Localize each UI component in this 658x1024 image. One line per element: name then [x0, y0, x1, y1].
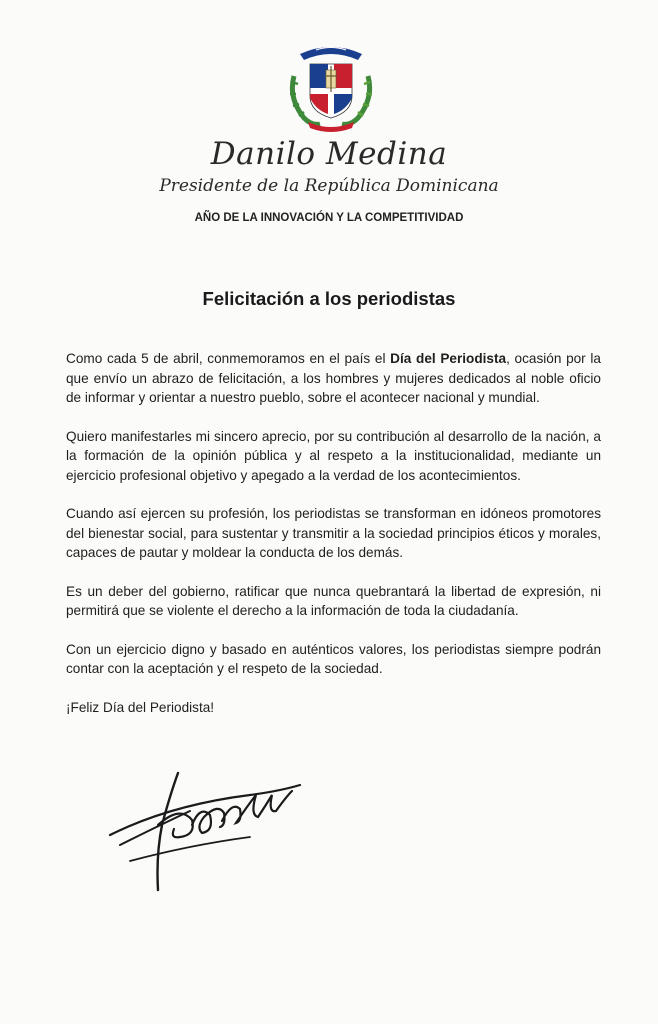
paragraph-1-text-end: , ocasión por la que envío un abrazo de felicitación, a los hombres y mujeres dedicados al noble oficio de informar y orientar a nuestro pueblo, sobre el acontecer nacional y mundial. — [66, 351, 601, 405]
letter-body — [66, 349, 601, 736]
sender-title: Presidente de la República Dominicana — [159, 176, 499, 196]
paragraph-1-text: Como cada 5 de abril, conmemoramos en el país el — [66, 351, 391, 366]
paragraph-5: Con un ejercicio digno y basado en auténticos valores, los periodistas siempre podrán contar con la aceptación y el respeto de la sociedad. — [66, 641, 601, 676]
paragraph-3: Cuando así ejercen su profesión, los periodistas se transforman en idóneos promotores del bienestar social, para sustentar y transmitir a la sociedad principios éticos y morales, capaces de pautar y moldear la conducta de los demás. — [66, 506, 601, 560]
sender-name: Danilo Medina — [210, 136, 448, 172]
closing-line: ¡Feliz Día del Periodista! — [66, 699, 215, 715]
paragraph-1-bold: Día del Periodista — [390, 351, 507, 366]
paragraph-2: Quiero manifestarles mi sincero aprecio, por su contribución al desarrollo de la nación, a la formación de la opinión pública y al respeto a la institucionalidad, mediante un ejercicio profesional objetivo y apegado a la verdad de los acontecimientos. — [66, 428, 601, 483]
letter-title: Felicitación a los periodistas — [202, 288, 456, 309]
paragraph-1 — [66, 349, 601, 408]
paragraph-4: Es un deber del gobierno, ratificar que nunca quebrantará la libertad de expresión, ni permitirá que se violente el derecho a la información de toda la ciudadanía. — [66, 583, 601, 618]
year-motto: AÑO DE LA INNOVACIÓN Y LA COMPETITIVIDAD — [194, 212, 464, 224]
signature-icon — [100, 765, 310, 905]
coat-of-arms-icon — [286, 36, 376, 136]
